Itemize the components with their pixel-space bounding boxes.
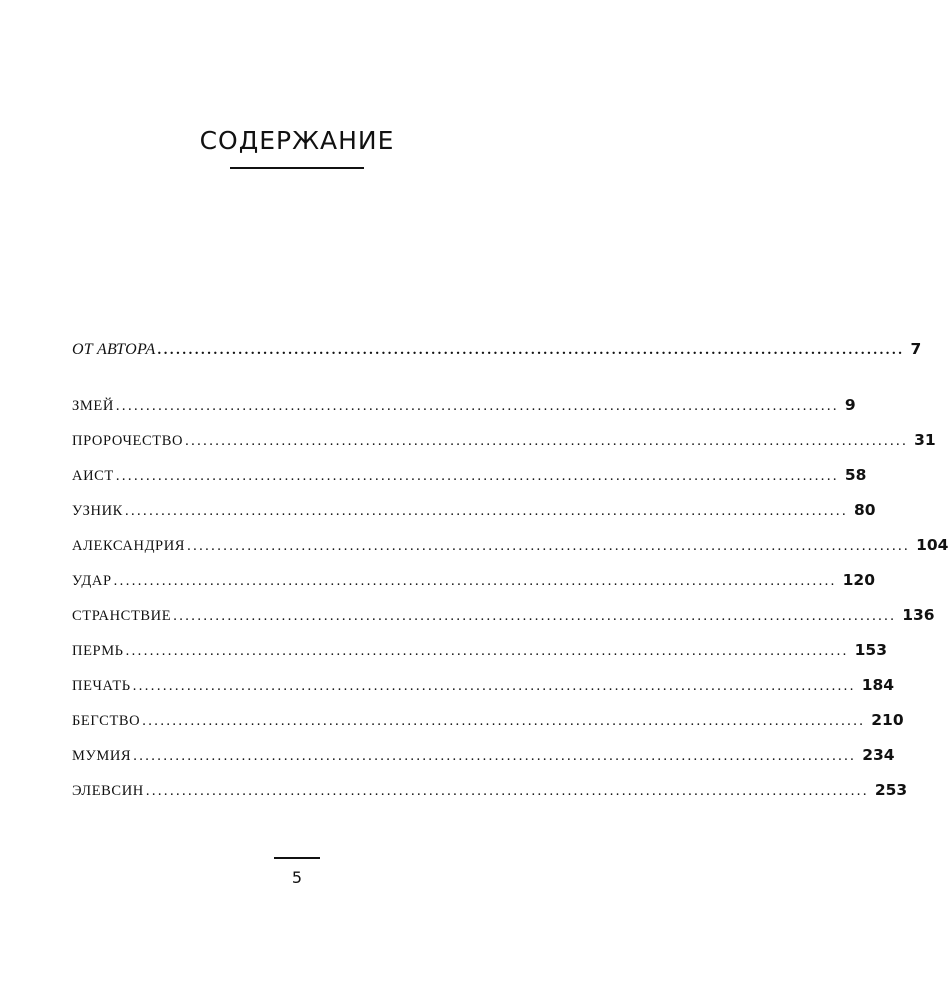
toc-entry-page: 234 xyxy=(862,746,895,764)
toc-entry-page: 9 xyxy=(844,396,856,414)
toc-entry xyxy=(72,746,895,772)
toc-entry-title: АИСТ xyxy=(72,468,114,484)
toc-entry-title: МУМИЯ xyxy=(72,748,132,764)
toc-entry-title: ЗМЕЙ xyxy=(72,398,114,414)
toc-entry-title: УДАР xyxy=(72,573,112,589)
toc-leader-dots: ........................................................................................................................ xyxy=(142,713,866,729)
toc-entry xyxy=(72,536,948,562)
toc-leader-dots: ........................................................................................................................ xyxy=(132,678,856,694)
toc-entry xyxy=(72,431,936,457)
toc-leader-dots: ........................................................................................................................ xyxy=(125,643,849,659)
toc-entry-title: ПРОРОЧЕСТВО xyxy=(72,433,184,449)
toc-entry xyxy=(72,396,856,422)
toc-entry xyxy=(72,606,935,632)
toc-entry-title: ОТ АВТОРА xyxy=(72,341,156,358)
toc-entry-page: 153 xyxy=(854,641,887,659)
toc-leader-dots: ........................................................................................................................ xyxy=(187,538,911,554)
toc-leader-dots: ........................................................................................................................ xyxy=(115,398,839,414)
toc-leader-dots: ........................................................................................................................ xyxy=(133,748,857,764)
toc-entry-page: 58 xyxy=(844,466,867,484)
toc-entry xyxy=(72,781,908,807)
toc-entry-page: 7 xyxy=(910,340,922,358)
toc-entry-page: 104 xyxy=(916,536,948,554)
toc-entry xyxy=(72,641,887,667)
page-title: СОДЕРЖАНИЕ xyxy=(199,126,395,155)
toc-entry-title: УЗНИК xyxy=(72,503,123,519)
toc-entry xyxy=(72,711,904,737)
toc-entry-preface xyxy=(72,340,922,366)
toc-entry-title: ЭЛЕВСИН xyxy=(72,783,144,799)
toc-entry xyxy=(72,676,895,702)
toc-leader-dots: ........................................................................................................................ xyxy=(113,573,837,589)
toc-leader-dots: ........................................................................................................................ xyxy=(157,342,905,358)
toc-entry xyxy=(72,571,875,597)
toc-leader-dots: ........................................................................................................................ xyxy=(115,468,839,484)
toc-leader-dots: ........................................................................................................................ xyxy=(145,783,869,799)
toc-entry-title: АЛЕКСАНДРИЯ xyxy=(72,538,186,554)
page-number: 5 xyxy=(291,868,303,887)
toc-entry xyxy=(72,501,876,527)
toc-entry-title: ПЕРМЬ xyxy=(72,643,124,659)
toc-leader-dots: ........................................................................................................................ xyxy=(185,433,909,449)
toc-entry-page: 184 xyxy=(861,676,895,694)
title-underline xyxy=(230,167,364,169)
toc-leader-dots: ........................................................................................................................ xyxy=(173,608,897,624)
toc-entry-page: 210 xyxy=(871,711,904,729)
toc-entry-title: ПЕЧАТЬ xyxy=(72,678,131,694)
toc-entry-page: 80 xyxy=(853,501,876,519)
toc-entry-page: 31 xyxy=(914,431,936,449)
toc-entry-page: 253 xyxy=(874,781,908,799)
toc-entry-title: БЕГСТВО xyxy=(72,713,141,729)
toc-entry-page: 120 xyxy=(842,571,875,589)
toc-entry-page: 136 xyxy=(902,606,935,624)
footer-rule xyxy=(274,857,320,859)
toc-entry-title: СТРАНСТВИЕ xyxy=(72,608,172,624)
toc-leader-dots: ........................................................................................................................ xyxy=(124,503,848,519)
toc-entry xyxy=(72,466,867,492)
